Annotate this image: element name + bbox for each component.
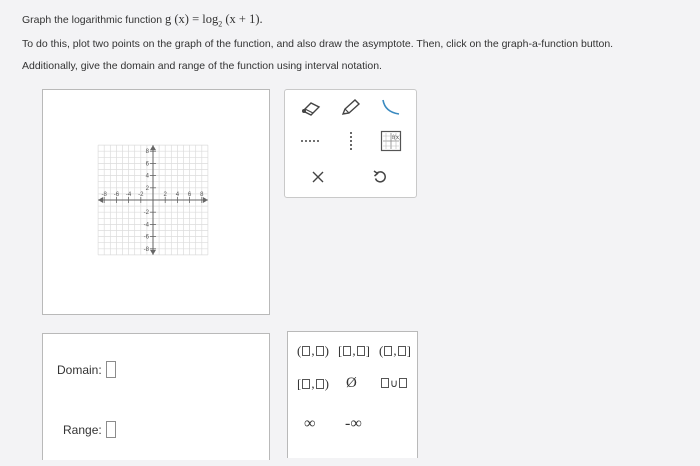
graph-panel[interactable] [42,89,270,315]
range-label: Range: [63,423,102,437]
open-closed-interval-button[interactable]: ( , ] [379,343,411,358]
function-graph-button[interactable] [373,128,409,154]
function-lhs: g (x) = log [165,12,219,26]
closed-open-interval-button[interactable]: [ , ) [297,376,329,391]
vertical-dashed-line-tool[interactable] [333,128,369,154]
x-tick-label: 6 [187,192,192,198]
y-tick-label: -6 [143,234,149,241]
dashed-line-tool[interactable] [293,128,329,154]
domain-input[interactable] [106,361,116,378]
y-tick-label: 2 [145,185,149,192]
y-tick-label: 6 [145,161,149,168]
dashed-vertical-line-icon [346,130,356,152]
pencil-icon [340,98,362,118]
log-base: 2 [218,19,223,29]
instruction-prefix: Graph the logarithmic function [22,14,165,26]
negative-infinity-button[interactable]: -∞ [345,415,362,432]
x-tick-label: 8 [200,192,204,198]
graph-tool-palette [284,89,417,198]
clear-button[interactable] [303,164,333,190]
instruction-line-1 [22,12,263,32]
y-tick-label: -4 [143,222,149,229]
function-expression [165,12,263,29]
y-tick-label: 8 [145,149,149,156]
log-curve-icon [380,98,402,118]
coordinate-grid[interactable] [43,90,269,314]
y-axis-arrow-down [150,250,156,255]
eraser-point-icon [299,99,323,117]
pencil-tool[interactable] [333,94,369,122]
x-tick-label: -6 [113,192,120,198]
close-icon [311,170,325,184]
y-axis-arrow-up [150,145,156,150]
x-tick-label: -4 [125,192,132,198]
point-tool[interactable] [293,94,329,122]
closed-closed-interval-button[interactable]: [ , ] [338,343,370,358]
interval-notation-palette [287,331,418,458]
y-tick-label: -8 [143,246,149,253]
union-button[interactable]: ∪ [380,377,408,390]
domain-range-panel [42,333,270,460]
undo-icon [372,169,388,185]
undo-button[interactable] [365,164,395,190]
x-tick-label: -2 [138,192,144,198]
x-tick-label: -8 [101,192,107,198]
open-open-interval-button[interactable]: ( , ) [297,343,329,358]
x-axis-arrow-right [203,197,208,203]
infinity-button[interactable]: ∞ [304,415,316,432]
domain-label: Domain: [57,363,102,377]
x-tick-label: 2 [163,192,167,198]
instruction-line-2: To do this, plot two points on the graph of the function, and also draw the asymptote. Then, click on the graph-a-function button. [22,38,614,50]
y-tick-label: -2 [143,210,149,217]
range-input[interactable] [106,421,116,438]
dashed-horizontal-line-icon [299,136,323,146]
y-tick-label: 4 [145,173,149,180]
empty-set-button[interactable]: Ø [346,375,357,391]
x-tick-label: 4 [175,192,180,198]
function-argument: (x + 1). [222,12,263,26]
graph-function-tool[interactable] [373,94,409,122]
svg-text:f(x): f(x) [392,135,401,141]
function-graph-icon [380,130,402,152]
instruction-line-3: Additionally, give the domain and range of the function using interval notation. [22,60,382,72]
